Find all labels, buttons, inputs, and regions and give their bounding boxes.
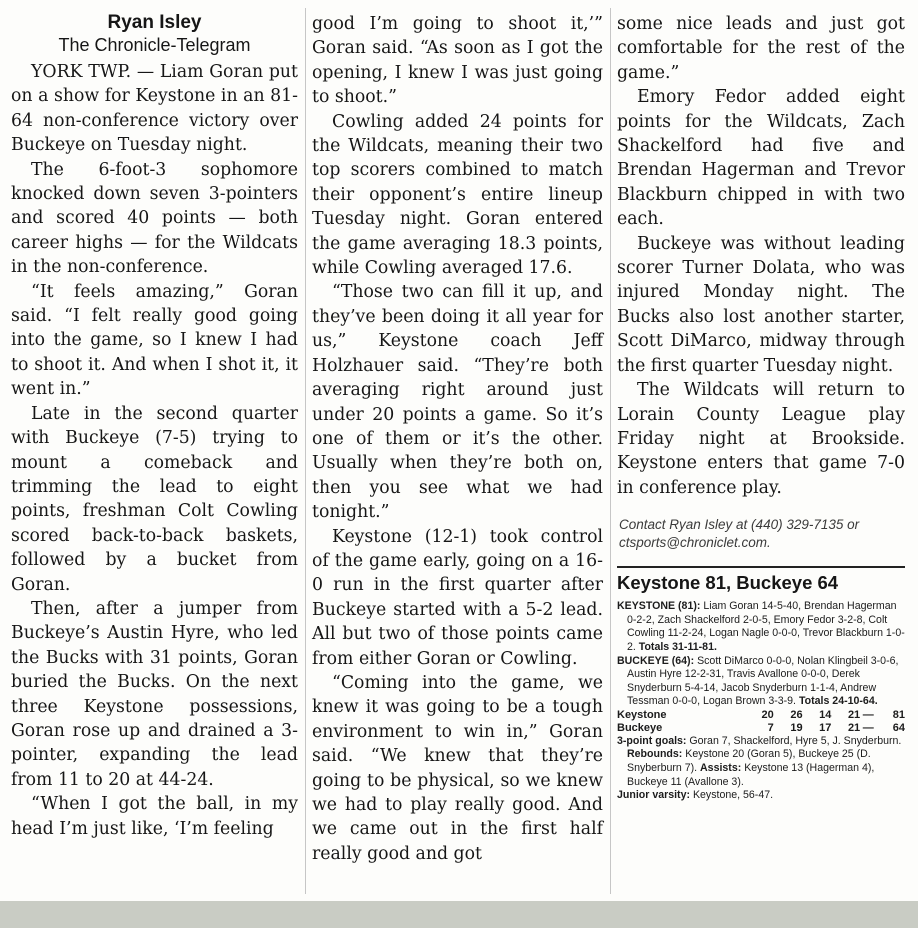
linescore-final: 81	[892, 708, 905, 721]
paragraph: “Coming into the game, we knew it was going to be a tough environment to win in,” Goran said. “We knew that they’re going to be physical, so we knew we had to play really good. And we came out in the first half really good and got	[312, 672, 603, 864]
article-column-3	[617, 12, 905, 803]
boxscore-three-pointers	[617, 735, 905, 789]
linescore-team: Buckeye	[617, 721, 663, 734]
paragraph: Cowling added 24 points for the Wildcats, meaning their two top scorers combined to match their opponent’s entire lineup Tuesday night. Goran entered the game averaging 18.3 points, while Cowling averaged 17.6.	[312, 111, 603, 279]
team-label: BUCKEYE (64):	[617, 654, 695, 667]
team-label: KEYSTONE (81):	[617, 600, 701, 613]
article-column-2	[312, 12, 603, 866]
stat-label: Rebounds:	[627, 748, 683, 761]
paragraph: Keystone (12-1) took control of the game early, going on a 16-0 run in the first quarter after Buckeye started with a 5-2 lead. All but two of those points came from either Goran or Cowling.	[312, 526, 603, 669]
paragraph: “It feels amazing,” Goran said. “I felt really good going into the game, so I knew I had to shoot it. And when I shot it, it went in.”	[11, 281, 298, 400]
contact-line: Contact Ryan Isley at (440) 329-7135 or ctsports@chroniclet.com.	[619, 517, 860, 551]
player-stats: Scott DiMarco 0-0-0, Nolan Klingbeil 3-0-6, Austin Hyre 12-2-31, Travis Avallone 0-0-0, Derek Snyderburn 5-4-14, Jacob Snyderburn 1-1-4, Andrew Tessman 0-0-0, Logan Brown 3-3-9.	[627, 654, 899, 708]
linescore-q1: 20	[761, 708, 774, 721]
linescore-q4: 21	[847, 708, 861, 721]
stat-text: Goran 7, Shackelford, Hyre 5, J. Snyderburn.	[686, 734, 902, 747]
paragraph: “When I got the ball, in my head I’m just like, ‘I’m feeling	[11, 794, 298, 839]
linescore-q3: 17	[819, 721, 832, 734]
paragraph: The 6-foot-3 sophomore knocked down seven 3-pointers and scored 40 points — both career highs — for the Wildcats in the non-conference.	[11, 159, 298, 278]
stat-text: Keystone 13 (Hagerman 4), Buckeye 11 (Avallone 3).	[627, 762, 875, 788]
linescore-q4: 21	[847, 721, 861, 734]
linescore-q2: 26	[790, 708, 803, 721]
linescore-q2: 19	[790, 721, 803, 734]
byline-publication: The Chronicle-Telegram	[58, 35, 251, 55]
paragraph: The Wildcats will return to Lorain County League play Friday night at Brookside. Keystone enters that game 7-0 in conference play.	[617, 380, 905, 498]
paragraph: Buckeye was without leading scorer Turner Dolata, who was injured Monday night. The Bucks also lost another starter, Scott DiMarco, midway through the first quarter Tuesday night.	[617, 233, 905, 376]
byline-name: Ryan Isley	[107, 12, 202, 33]
linescore-dash: —	[862, 708, 874, 721]
paragraph: Emory Fedor added eight points for the Wildcats, Zach Shackelford had five and Brendan Hagerman and Trevor Blackburn chipped in with two each.	[617, 87, 905, 230]
boxscore-keystone	[617, 600, 905, 654]
stat-text: Keystone, 56-47.	[690, 789, 774, 802]
paragraph: Late in the second quarter with Buckeye (7-5) trying to mount a comeback and trimming the lead to eight points, freshman Colt Cowling scored back-to-back baskets, followed by a bucket from Goran.	[11, 403, 298, 595]
linescore-team: Keystone	[617, 708, 667, 721]
boxscore	[617, 600, 905, 803]
linescore-q3: 14	[819, 708, 832, 721]
stat-label: Assists:	[700, 762, 742, 775]
stat-text: Keystone 20 (Goran 5), Buckeye 25 (D. Snyberburn 7).	[627, 748, 871, 775]
linescore-row	[617, 722, 905, 735]
boxscore-title: Keystone 81, Buckeye 64	[617, 566, 905, 594]
linescore-table	[617, 709, 905, 735]
paragraph: some nice leads and just got comfortable for the rest of the game.”	[617, 14, 905, 83]
linescore-q1: 7	[767, 721, 774, 734]
paragraph: good I’m going to shoot it,’” Goran said. “As soon as I got the opening, I knew I was just going to shoot.”	[312, 14, 603, 108]
page-bottom-band	[0, 901, 918, 928]
stat-label: 3-point goals:	[617, 734, 687, 747]
paragraph: Then, after a jumper from Buckeye’s Austin Hyre, who led the Bucks with 31 points, Goran buried the Bucks. On the next three Keystone possessions, Goran rose up and drained a 3-pointer, expanding the lead from 11 to 20 at 44-24.	[11, 598, 298, 790]
boxscore-buckeye	[617, 655, 905, 709]
team-totals: Totals 31-11-81.	[638, 640, 717, 653]
stat-label: Junior varsity:	[617, 789, 691, 802]
paragraph: “Those two can fill it up, and they’ve been doing it all year for us,” Keystone coach Jeff Holzhauer said. “They’re both averaging right around just under 20 points a game. So it’s one of them or it’s the other. Usually when they’re both on, then you see what we had tonight.”	[312, 282, 603, 523]
linescore-dash: —	[862, 721, 874, 734]
article-column-1	[11, 12, 298, 841]
linescore-row	[617, 709, 905, 722]
column-rule-1	[305, 8, 306, 894]
column-rule-2	[610, 8, 611, 894]
team-totals: Totals 24-10-64.	[798, 695, 878, 708]
paragraph: YORK TWP. — Liam Goran put on a show for Keystone in an 81-64 non-conference victory over Buckeye on Tuesday night.	[11, 62, 298, 156]
player-stats: Liam Goran 14-5-40, Brendan Hagerman 0-2-2, Zach Shackelford 2-0-5, Emory Fedor 3-2-8, Colt Cowling 11-2-24, Logan Nagle 0-0-0, Trevor Blackburn 1-0-2.	[627, 600, 905, 653]
linescore-final: 64	[892, 721, 905, 734]
boxscore-junior-varsity	[617, 789, 905, 803]
